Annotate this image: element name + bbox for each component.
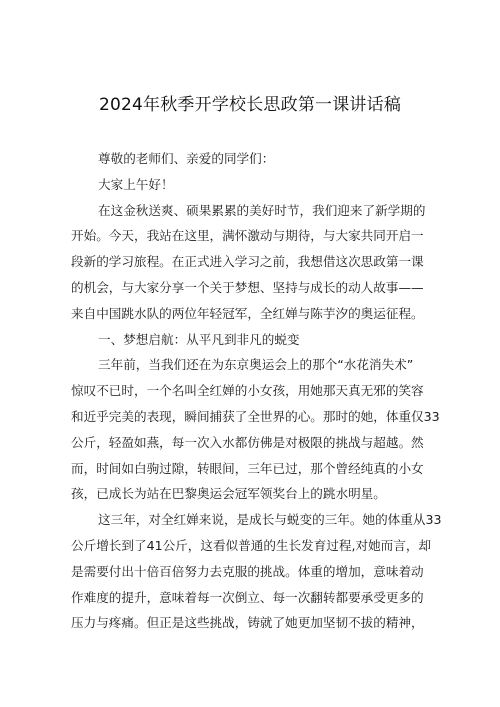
paragraph-line: 来自中国跳水队的两位年轻冠军，全红婵与陈芋汐的奥运征程。: [71, 305, 424, 321]
paragraph-line: 孩，已成长为站在巴黎奥运会冠军领奖台上的跳水明星。: [71, 486, 386, 502]
paragraph-line: 这三年，对全红婵来说，是成长与蜕变的三年。她的体重从33: [98, 512, 442, 528]
section-heading: 一、梦想启航：从平凡到非凡的蜕变: [98, 331, 300, 347]
paragraph-line: 作难度的提升，意味着每一次倒立、每一次翻转都要承受更多的: [71, 589, 424, 605]
paragraph-line: 和近乎完美的表现，瞬间捕获了全世界的心。那时的她，体重仅33: [71, 408, 440, 424]
paragraph-line: 惊叹不已时，一个名叫全红婵的小女孩，用她那天真无邪的笑容: [71, 383, 424, 399]
paragraph-line: 而，时间如白驹过隙，转眼间，三年已过，那个曾经纯真的小女: [71, 460, 424, 476]
paragraph-line: 段新的学习旅程。在正式进入学习之前，我想借这次思政第一课: [71, 254, 424, 270]
paragraph-line: 大家上午好！: [98, 176, 174, 192]
paragraph-line: 的机会，与大家分享一个关于梦想、坚持与成长的动人故事——: [71, 279, 424, 295]
paragraph-line: 开始。今天，我站在这里，满怀激动与期待，与大家共同开启一: [71, 228, 424, 244]
paragraph-line: 在这金秋送爽、硕果累累的美好时节，我们迎来了新学期的: [98, 202, 426, 218]
document-body: [71, 146, 442, 636]
paragraph-line: 是需要付出十倍百倍努力去克服的挑战。体重的增加，意味着动: [71, 563, 424, 579]
paragraph-line: 公斤，轻盈如燕，每一次入水都仿佛是对极限的挑战与超越。然: [71, 434, 424, 450]
paragraph-line: 公斤增长到了41公斤，这看似普通的生长发育过程,对她而言，却: [71, 537, 432, 553]
paragraph-line: 尊敬的老师们、亲爱的同学们：: [98, 151, 275, 166]
paragraph-line: 三年前，当我们还在为东京奥运会上的那个“水花消失术”: [98, 357, 414, 373]
document-title: 2024年秋季开学校长思政第一课讲话稿: [98, 95, 402, 115]
paragraph-line: 压力与疼痛。但正是这些挑战，铸就了她更加坚韧不拔的精神，: [71, 615, 424, 631]
